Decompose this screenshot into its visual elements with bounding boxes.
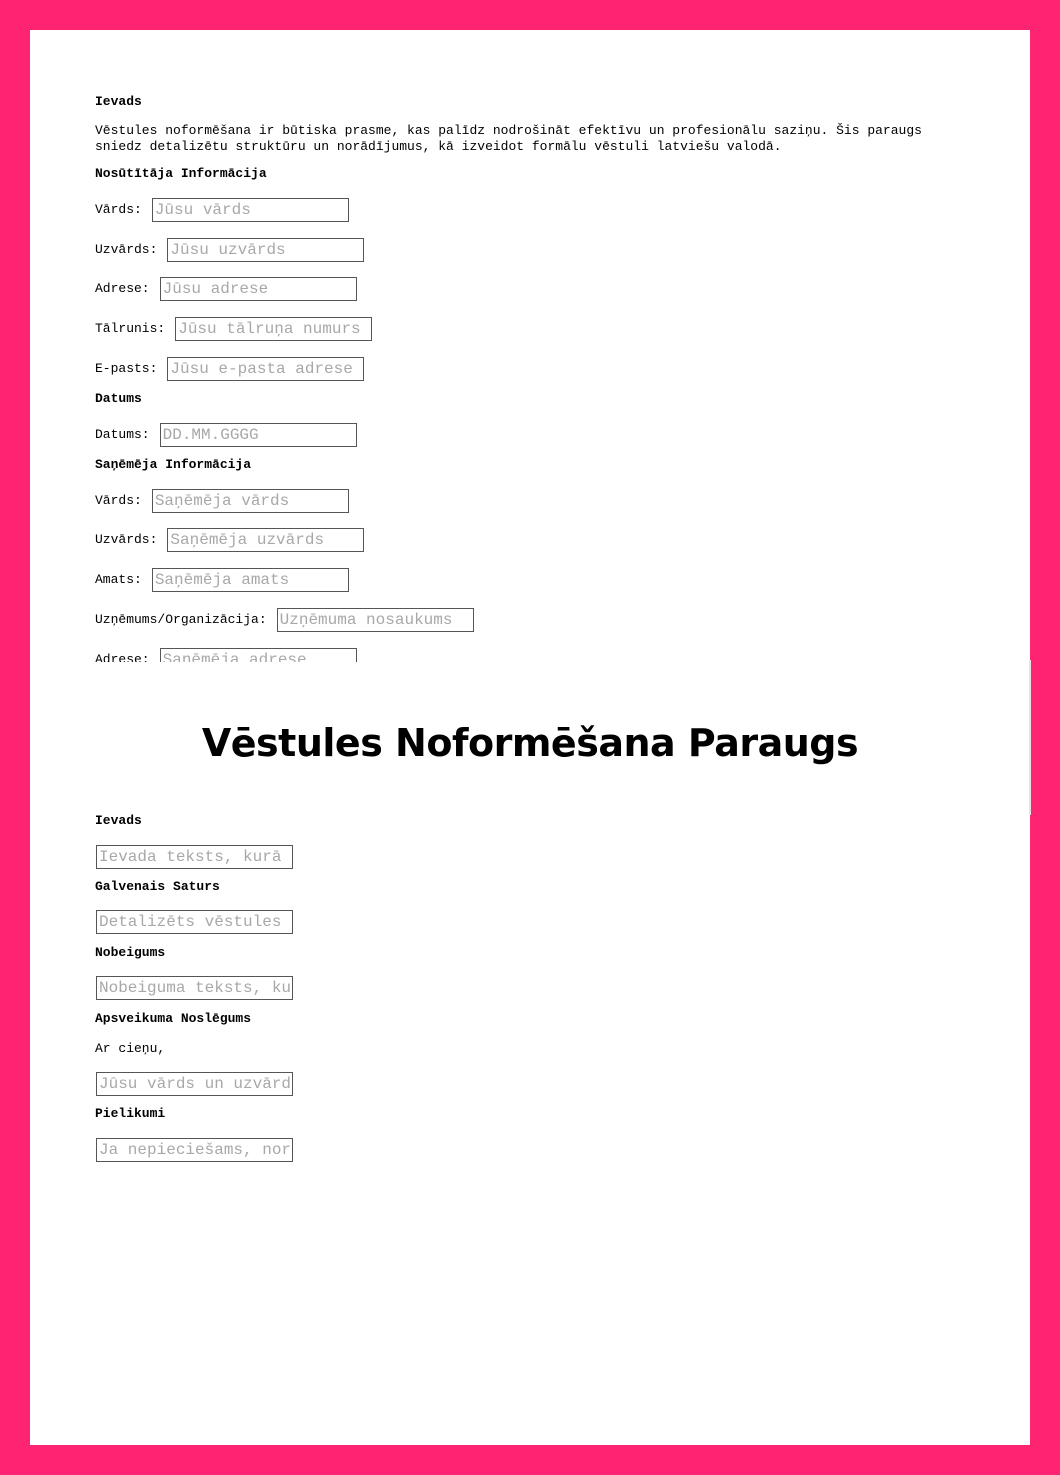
field-label: Amats: (95, 572, 142, 587)
field-label: Vārds: (95, 202, 142, 217)
date-row (95, 423, 357, 447)
sender-first-name-row (95, 198, 349, 222)
field-label: Tālrunis: (95, 321, 166, 336)
sender-first-name-input[interactable] (152, 198, 349, 222)
signature-name-input[interactable] (96, 1072, 293, 1096)
main-content-heading: Galvenais Saturs (95, 879, 220, 894)
document-page (30, 30, 1030, 1445)
recipient-address-input[interactable] (160, 648, 357, 662)
conclusion-input[interactable] (96, 976, 293, 1000)
field-label: Adrese: (95, 281, 150, 296)
body-intro-input[interactable] (96, 845, 293, 869)
recipient-position-row (95, 568, 349, 592)
sender-last-name-row (95, 238, 364, 262)
body-intro-heading: Ievads (95, 813, 142, 828)
field-label: Uzvārds: (95, 532, 158, 547)
attachments-heading: Pielikumi (95, 1106, 166, 1121)
recipient-first-name-input[interactable] (152, 489, 349, 513)
intro-paragraph: Vēstules noformēšana ir būtiska prasme, kas palīdz nodrošināt efektīvu un profesionālu saziņu. Šis paraugs sniedz detalizētu struktūru un norādījumus, kā izveidot formālu vēstuli latviešu valodā. (95, 123, 922, 154)
sender-phone-row (95, 317, 372, 341)
date-input[interactable] (160, 423, 357, 447)
recipient-address-row (95, 648, 357, 662)
field-label: Adrese: (95, 652, 150, 662)
field-label: Uzvārds: (95, 242, 158, 257)
date-heading: Datums (95, 391, 142, 406)
sender-last-name-input[interactable] (167, 238, 364, 262)
field-label: Uzņēmums/Organizācija: (95, 612, 267, 627)
sender-email-input[interactable] (167, 357, 364, 381)
sender-address-input[interactable] (160, 277, 357, 301)
closing-text: Ar cieņu, (95, 1041, 166, 1056)
sender-address-row (95, 277, 357, 301)
sender-email-row (95, 357, 364, 381)
recipient-company-input[interactable] (277, 608, 474, 632)
main-content-input[interactable] (96, 910, 293, 934)
field-label: Vārds: (95, 493, 142, 508)
recipient-heading: Saņēmēja Informācija (95, 457, 252, 472)
conclusion-heading: Nobeigums (95, 945, 166, 960)
letter-form-scroll-pane[interactable] (30, 30, 1030, 662)
attachments-input[interactable] (96, 1138, 293, 1162)
recipient-position-input[interactable] (152, 568, 349, 592)
recipient-last-name-row (95, 528, 364, 552)
field-label: E-pasts: (95, 361, 158, 376)
recipient-first-name-row (95, 489, 349, 513)
sender-heading: Nosūtītāja Informācija (95, 166, 267, 181)
recipient-company-row (95, 608, 474, 632)
page-title: Vēstules Noformēšana Paraugs (201, 721, 859, 765)
field-label: Datums: (95, 427, 150, 442)
intro-heading: Ievads (95, 94, 142, 109)
closing-heading: Apsveikuma Noslēgums (95, 1011, 252, 1026)
sender-phone-input[interactable] (175, 317, 372, 341)
recipient-last-name-input[interactable] (167, 528, 364, 552)
